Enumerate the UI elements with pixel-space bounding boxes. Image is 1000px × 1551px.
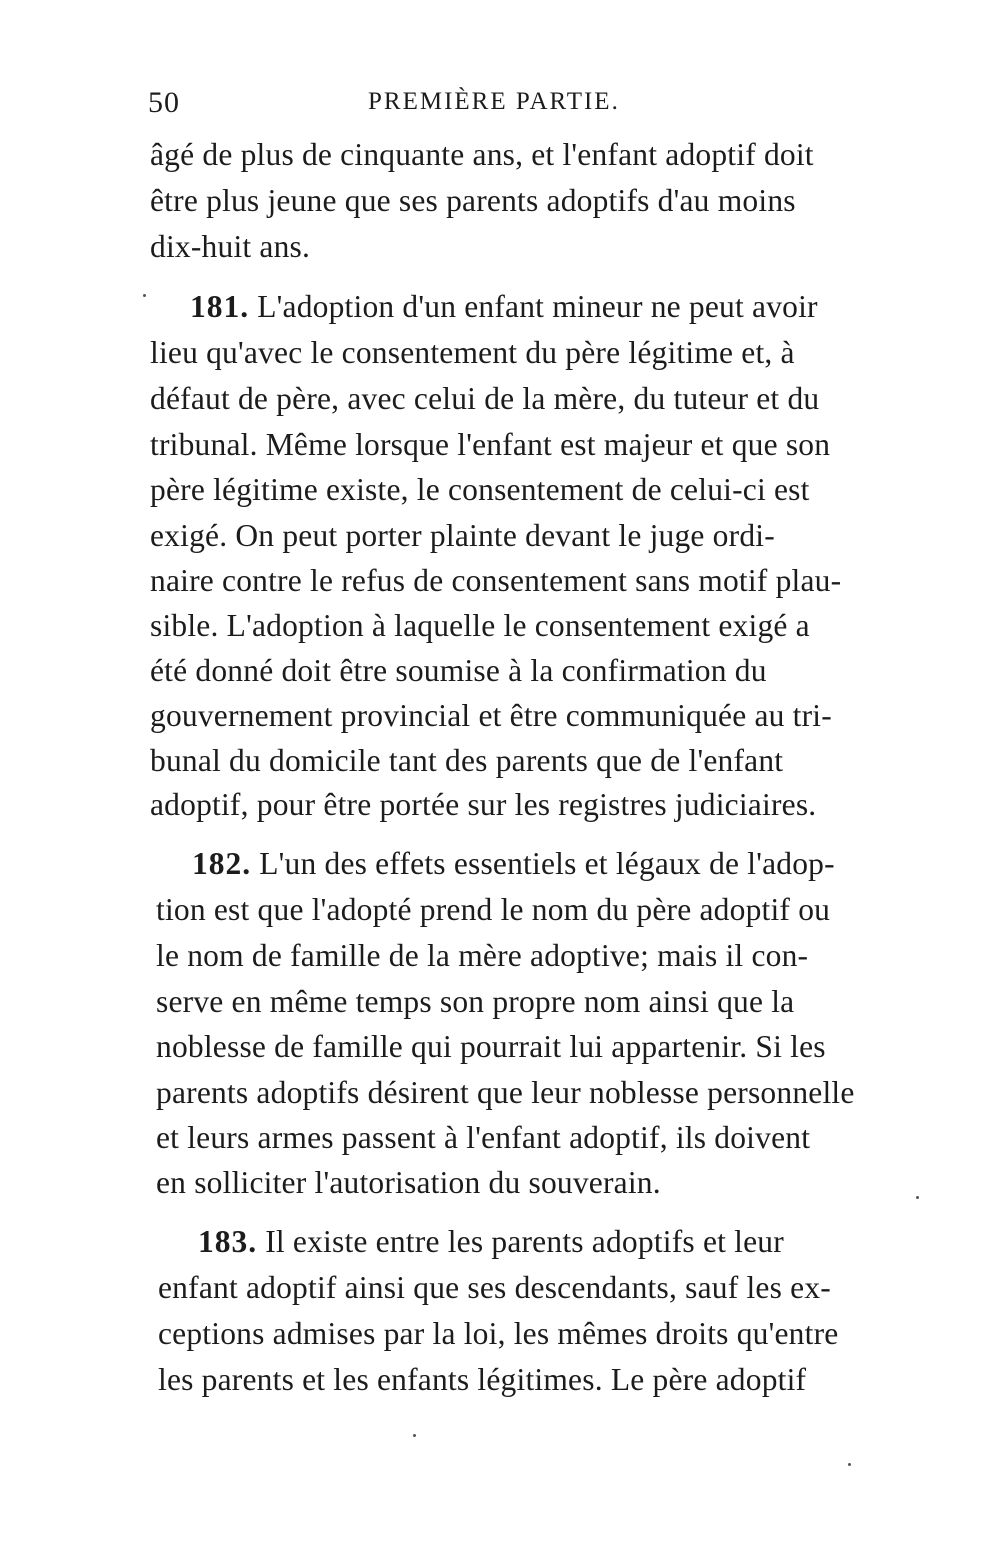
running-title: PREMIÈRE PARTIE. bbox=[368, 88, 620, 115]
article-183-first-line bbox=[198, 1222, 1000, 1262]
text-line: les parents et les enfants légitimes. Le père adoptif bbox=[158, 1362, 807, 1397]
scan-speck bbox=[916, 1196, 919, 1199]
scan-speck bbox=[848, 1463, 851, 1466]
text-line: été donné doit être soumise à la confirmation du bbox=[150, 653, 767, 688]
scan-speck bbox=[143, 294, 146, 297]
text-line: parents adoptifs désirent que leur noblesse personnelle bbox=[156, 1075, 855, 1110]
text-line: noblesse de famille qui pourrait lui appartenir. Si les bbox=[156, 1029, 826, 1064]
text-line: lieu qu'avec le consentement du père légitime et, à bbox=[150, 335, 795, 370]
text-line: bunal du domicile tant des parents que de l'enfant bbox=[150, 743, 784, 778]
text-line: défaut de père, avec celui de la mère, du tuteur et du bbox=[150, 381, 820, 416]
article-number-182: 182. bbox=[192, 846, 252, 881]
text-line: le nom de famille de la mère adoptive; mais il con- bbox=[156, 938, 809, 973]
running-head bbox=[148, 86, 888, 126]
text-line: tribunal. Même lorsque l'enfant est majeur et que son bbox=[150, 427, 831, 462]
text-line: sible. L'adoption à laquelle le consentement exigé a bbox=[150, 608, 810, 643]
article-number-181: 181. bbox=[190, 289, 250, 324]
text-line: adoptif, pour être portée sur les registres judiciaires. bbox=[150, 787, 817, 822]
page-number: 50 bbox=[148, 86, 180, 119]
text-line: exigé. On peut porter plainte devant le juge ordi- bbox=[150, 518, 775, 553]
text-line: père légitime existe, le consentement de celui-ci est bbox=[150, 472, 810, 507]
text-line: enfant adoptif ainsi que ses descendants, sauf les ex- bbox=[158, 1270, 831, 1305]
text-line: dix-huit ans. bbox=[150, 229, 311, 264]
text-line: être plus jeune que ses parents adoptifs d'au moins bbox=[150, 183, 796, 218]
article-182-first-line bbox=[192, 844, 1000, 884]
text-line: âgé de plus de cinquante ans, et l'enfant adoptif doit bbox=[150, 137, 814, 172]
text-line: Il existe entre les parents adoptifs et leur bbox=[265, 1224, 784, 1259]
scan-speck bbox=[413, 1434, 416, 1437]
text-line: L'un des effets essentiels et légaux de l'adop- bbox=[259, 846, 835, 881]
article-number-183: 183. bbox=[198, 1224, 258, 1259]
text-line: ceptions admises par la loi, les mêmes droits qu'entre bbox=[158, 1316, 839, 1351]
text-line: tion est que l'adopté prend le nom du père adoptif ou bbox=[156, 892, 831, 927]
article-181-first-line bbox=[190, 287, 1000, 327]
text-line: L'adoption d'un enfant mineur ne peut avoir bbox=[257, 289, 818, 324]
text-line: serve en même temps son propre nom ainsi que la bbox=[156, 984, 795, 1019]
text-line: gouvernement provincial et être communiquée au tri- bbox=[150, 698, 832, 733]
text-line: en solliciter l'autorisation du souverain. bbox=[156, 1165, 661, 1200]
text-line: naire contre le refus de consentement sans motif plau- bbox=[150, 563, 842, 598]
text-line: et leurs armes passent à l'enfant adoptif, ils doivent bbox=[156, 1120, 811, 1155]
